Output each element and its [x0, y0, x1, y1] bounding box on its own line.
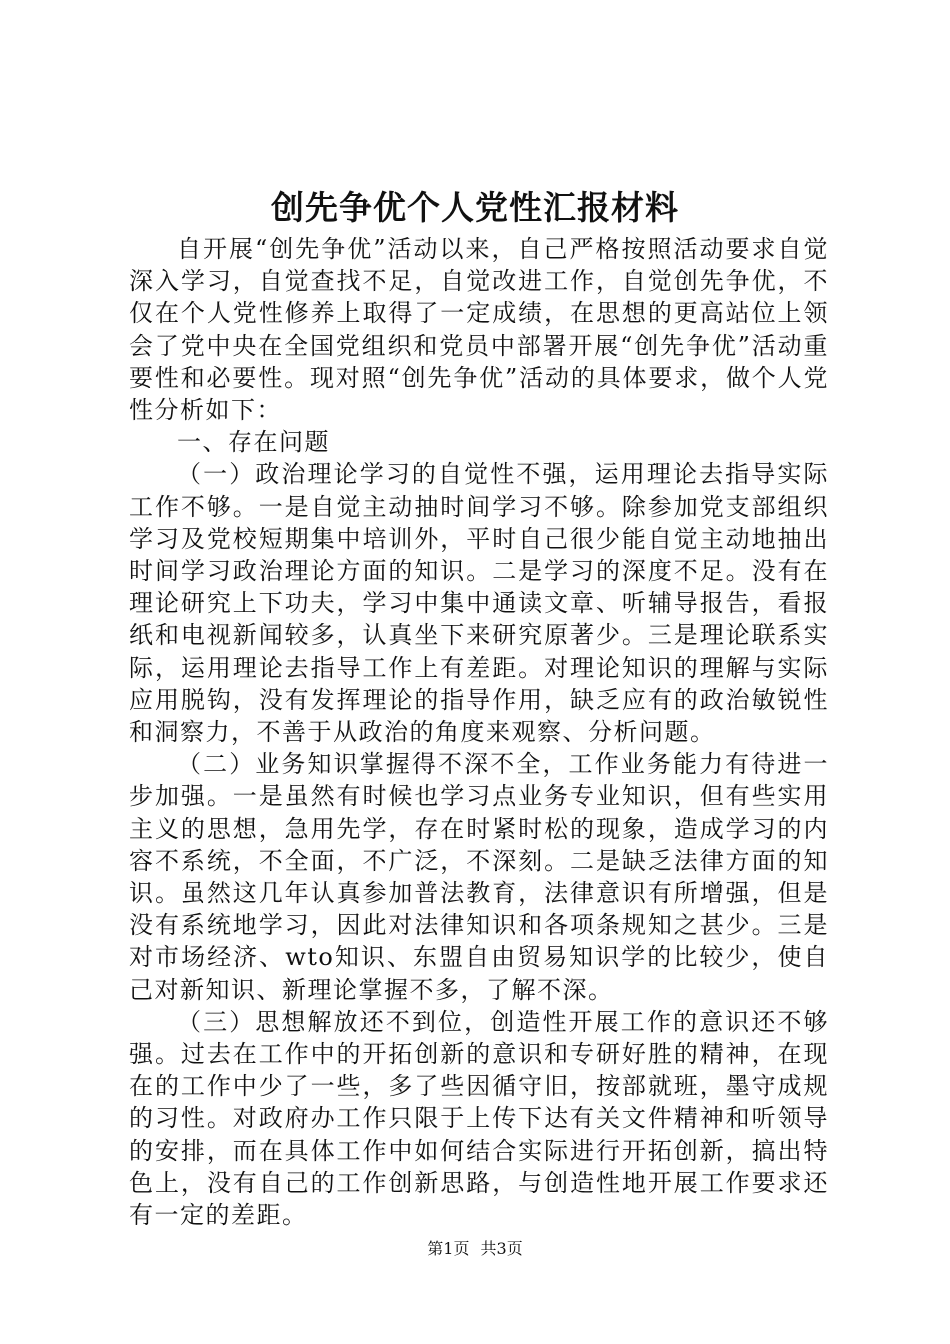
paragraph-intro: 自开展“创先争优”活动以来，自己严格按照活动要求自觉深入学习，自觉查找不足，自觉改进工作，自觉创先争优，不仅在个人党性修养上取得了一定成绩，在思想的更高站位上领会了党中央在全国党组织和党员中部署开展“创先争优”活动重要性和必要性。现对照“创先争优”活动的具体要求，做个人党性分析如下：: [129, 235, 829, 425]
document-title: 创先争优个人党性汇报材料: [271, 188, 679, 227]
paragraph-problem-3: （三）思想解放还不到位，创造性开展工作的意识还不够强。过去在工作中的开拓创新的意识和专研好胜的精神，在现在的工作中少了一些，多了些因循守旧，按部就班，墨守成规的习性。对政府办工作只限于上传下达有关文件精神和听领导的安排，而在具体工作中如何结合实际进行开拓创新，搞出特色上，没有自己的工作创新思路，与创造性地开展工作要求还有一定的差距。: [129, 1007, 829, 1230]
document-body: [129, 233, 829, 1231]
section-heading-problems: 一、存在问题: [177, 428, 330, 457]
page-number: 第1页: [427, 1239, 470, 1258]
page-footer: [0, 1238, 950, 1260]
paragraph-problem-1: （一）政治理论学习的自觉性不强，运用理论去指导实际工作不够。一是自觉主动抽时间学习不够。除参加党支部组织学习及党校短期集中培训外，平时自己很少能自觉主动地抽出时间学习政治理论方面的知识。二是学习的深度不足。没有在理论研究上下功夫，学习中集中通读文章、听辅导报告，看报纸和电视新闻较多，认真坐下来研究原著少。三是理论联系实际，运用理论去指导工作上有差距。对理论知识的理解与实际应用脱钩，没有发挥理论的指导作用，缺乏应有的政治敏锐性和洞察力，不善于从政治的角度来观察、分析问题。: [129, 460, 829, 747]
page-total: 共3页: [480, 1239, 523, 1258]
paragraph-problem-2: （二）业务知识掌握得不深不全，工作业务能力有待进一步加强。一是虽然有时候也学习点业务专业知识，但有些实用主义的思想，急用先学，存在时紧时松的现象，造成学习的内容不系统，不全面，不广泛，不深刻。二是缺乏法律方面的知识。虽然这几年认真参加普法教育，法律意识有所增强，但是没有系统地学习，因此对法律知识和各项条规知之甚少。三是对市场经济、wto知识、东盟自由贸易知识学的比较少，使自己对新知识、新理论掌握不多，了解不深。: [129, 750, 829, 1004]
